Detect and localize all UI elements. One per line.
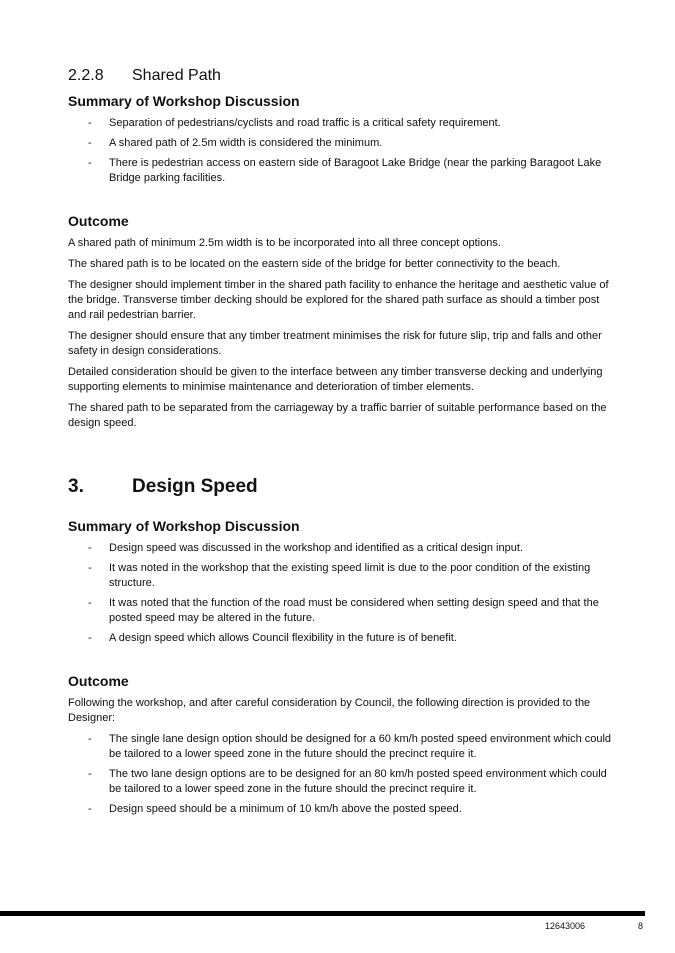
outcome-paragraph: The shared path is to be located on the eastern side of the bridge for better connectivity to the beach. <box>68 258 561 270</box>
document-number: 12643006 <box>545 921 586 931</box>
dash-bullet: - <box>88 632 92 644</box>
dash-bullet: - <box>88 117 92 129</box>
list-item-text: There is pedestrian access on eastern side of Baragoot Lake Bridge (near the parking Baragoot Lake Bridge parking facilities. <box>109 157 602 184</box>
dash-bullet: - <box>88 137 92 149</box>
section-number: 2.2.8 <box>68 67 104 84</box>
section-2-2-8-heading <box>68 66 613 86</box>
list-item-text: Design speed was discussed in the workshop and identified as a critical design input. <box>109 542 523 554</box>
dash-bullet: - <box>88 733 92 745</box>
dash-bullet: - <box>88 768 92 780</box>
list-item <box>68 156 613 186</box>
list-item-text: Design speed should be a minimum of 10 km/h above the posted speed. <box>109 803 462 815</box>
list-item-text: It was noted in the workshop that the existing speed limit is due to the poor condition of the existing structure. <box>109 562 591 589</box>
list-item-text: The two lane design options are to be designed for an 80 km/h posted speed environment which could be tailored to a lower speed zone in the future should the precinct require it. <box>109 768 607 795</box>
section-number: 3. <box>68 476 84 497</box>
dash-bullet: - <box>88 597 92 609</box>
footer-rule <box>0 911 645 916</box>
summary-list <box>68 116 613 186</box>
list-item-text: Separation of pedestrians/cyclists and road traffic is a critical safety requirement. <box>109 117 501 129</box>
list-item <box>68 561 613 591</box>
list-item <box>68 541 613 556</box>
list-item-text: It was noted that the function of the road must be considered when setting design speed and that the posted speed may be altered in the future. <box>109 597 599 624</box>
outcome-paragraph: The designer should implement timber in the shared path facility to enhance the heritage and aesthetic value of the bridge. Transverse timber decking should be explored for the shared path surface as should a timber post and rail pedestrian barrier. <box>68 279 609 321</box>
list-item <box>68 631 613 646</box>
summary-heading: Summary of Workshop Discussion <box>68 518 300 534</box>
outcome-paragraph: A shared path of minimum 2.5m width is to be incorporated into all three concept options. <box>68 237 501 249</box>
outcome-heading: Outcome <box>68 213 129 229</box>
summary-heading: Summary of Workshop Discussion <box>68 93 300 109</box>
page-content <box>68 66 613 822</box>
dash-bullet: - <box>88 542 92 554</box>
list-item <box>68 136 613 151</box>
outcome-heading: Outcome <box>68 673 129 689</box>
outcome-paragraph: Detailed consideration should be given to the interface between any timber transverse decking and underlying supporting elements to minimise maintenance and deterioration of timber elements. <box>68 366 603 393</box>
dash-bullet: - <box>88 157 92 169</box>
list-item <box>68 732 613 762</box>
list-item-text: A shared path of 2.5m width is considered the minimum. <box>109 137 383 149</box>
list-item-text: A design speed which allows Council flexibility in the future is of benefit. <box>109 632 457 644</box>
dash-bullet: - <box>88 803 92 815</box>
list-item <box>68 116 613 131</box>
outcome-paragraph: The designer should ensure that any timber treatment minimises the risk for future slip, trip and falls and other safety in design considerations. <box>68 330 602 357</box>
list-item <box>68 802 613 817</box>
section-title: Design Speed <box>132 476 258 497</box>
dash-bullet: - <box>88 562 92 574</box>
page-number: 8 <box>638 921 644 931</box>
outcome-intro: Following the workshop, and after careful consideration by Council, the following direction is provided to the Designer: <box>68 697 591 724</box>
summary-list <box>68 541 613 646</box>
outcome-paragraph: The shared path to be separated from the carriageway by a traffic barrier of suitable performance based on the design speed. <box>68 402 607 429</box>
section-title: Shared Path <box>132 67 221 84</box>
outcome-list <box>68 732 613 817</box>
list-item-text: The single lane design option should be designed for a 60 km/h posted speed environment which could be tailored to a lower speed zone in the future should the precinct require it. <box>109 733 612 760</box>
list-item <box>68 596 613 626</box>
list-item <box>68 767 613 797</box>
section-3-heading <box>68 475 613 499</box>
